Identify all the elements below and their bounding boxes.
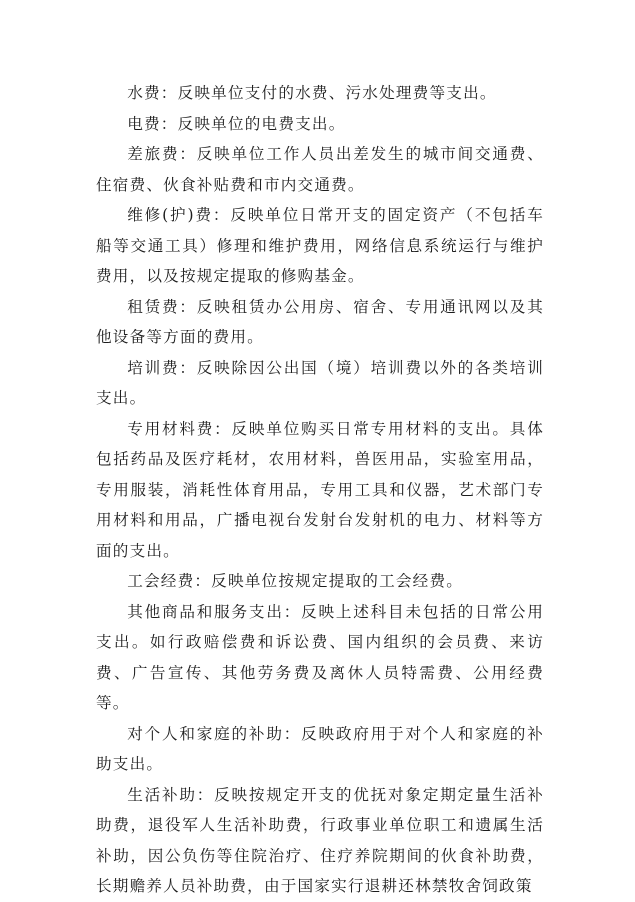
paragraph-union-fee: 工会经费：反映单位按规定提取的工会经费。 (127, 572, 464, 590)
paragraph-electricity-fee: 电费：反映单位的电费支出。 (127, 114, 346, 133)
paragraph-water-fee: 水费：反映单位支付的水费、污水处理费等支出。 (127, 84, 497, 102)
paragraph-other-goods-services: 其他商品和服务支出：反映上述科目未包括的日常公用支出。如行政赔偿费和诉讼费、国内组织的会员费、来访费、广告宣传、其他劳务费及离休人员特需费、公用经费等。 (96, 602, 544, 712)
paragraph-travel-expenses: 差旅费：反映单位工作人员出差发生的城市间交通费、住宿费、伙食补贴费和市内交通费。 (96, 145, 544, 194)
paragraph-living-subsidy: 生活补助：反映按规定开支的优抚对象定期定量生活补助费，退役军人生活补助费，行政事业单位职工和遗属生活补助，因公负伤等住院治疗、住疗养院期间的伙食补助费，长期赡养人员补助费，由于国家实行退耕还林禁牧舍饲政策 (96, 785, 544, 895)
paragraph-household-subsidy: 对个人和家庭的补助：反映政府用于对个人和家庭的补助支出。 (96, 724, 544, 773)
paragraph-maintenance-fee: 维修(护)费：反映单位日常开支的固定资产（不包括车船等交通工具）修理和维护费用，网络信息系统运行与维护费用，以及按规定提取的修购基金。 (96, 206, 544, 285)
paragraph-special-materials: 专用材料费：反映单位购买日常专用材料的支出。具体包括药品及医疗耗材，农用材料，兽医用品，实验室用品，专用服装，消耗性体育用品，专用工具和仪器，艺术部门专用材料和用品，广播电视台发射台发射机的电力、材料等方面的支出。 (96, 419, 544, 560)
paragraph-rental-fee: 租赁费：反映租赁办公用房、宿舍、专用通讯网以及其他设备等方面的费用。 (96, 297, 544, 346)
paragraph-training-fee: 培训费：反映除因公出国（境）培训费以外的各类培训支出。 (96, 358, 544, 407)
document-page (96, 78, 544, 902)
